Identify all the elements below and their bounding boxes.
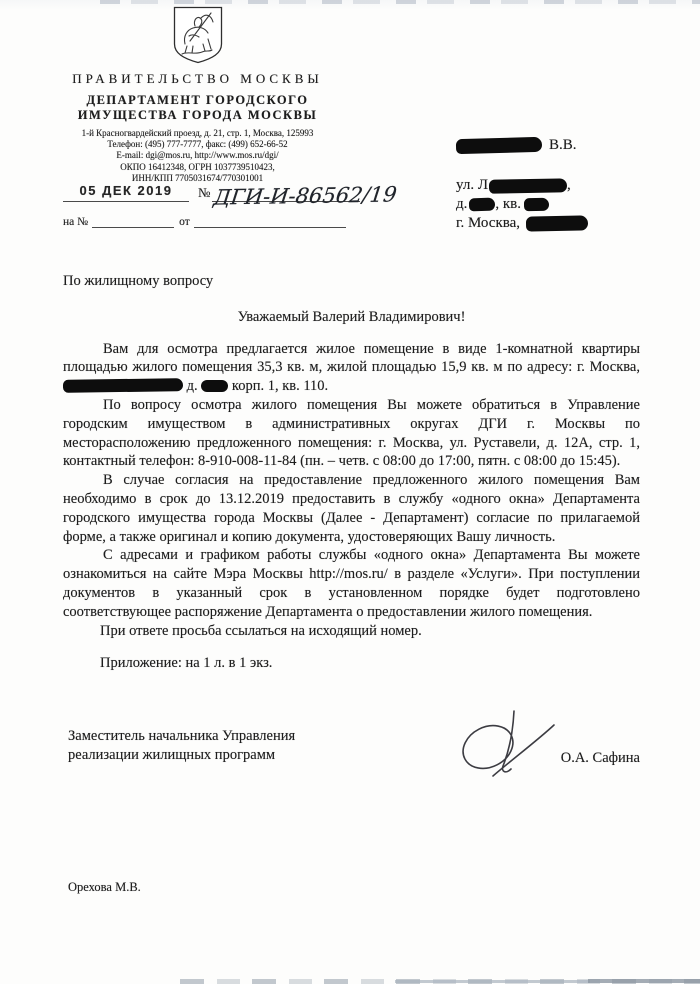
- scan-artifact-bottom-mid: [395, 980, 590, 983]
- date-number-row: [63, 182, 403, 210]
- paragraph-offer-tail: корп. 1, кв. 110.: [231, 378, 329, 395]
- department-title-line1: ДЕПАРТАМЕНТ ГОРОДСКОГО: [86, 93, 309, 107]
- redaction-bar: [524, 198, 549, 211]
- recipient-initials: В.В.: [549, 137, 577, 153]
- recipient-street-comma: ,: [567, 177, 571, 193]
- subject-line: По жилищному вопросу: [63, 273, 214, 289]
- letter-body: [63, 272, 640, 673]
- recipient-city-line: [456, 214, 588, 233]
- letterhead-phone: Телефон: (495) 777-7777, факс: (499) 652-66-52: [107, 139, 288, 150]
- recipient-block: [456, 136, 588, 233]
- from-label: от: [179, 216, 190, 228]
- paragraph-offer-text: Вам для осмотра предлагается жилое помещение в виде 1-комнатной квартиры площадью жилого помещения 35,3 кв. м, жилой площадью 15,9 кв. м по адресу: г. Москва,: [63, 340, 640, 376]
- letterhead-contacts: [45, 128, 350, 184]
- department-title: [45, 93, 350, 123]
- letterhead-address: 1-й Красногвардейский проезд, д. 21, стр. 1, Москва, 125993: [81, 128, 314, 138]
- reply-date-blank: [194, 213, 346, 228]
- outgoing-number-handwritten: ДГИ-И-86562/19: [212, 182, 399, 210]
- paragraph-inspection: По вопросу осмотра жилого помещения Вы можете обратиться в Управление городским имуществом в административных округах ДГИ г. Москвы по месторасположению предложенного помещения: г. Москва, ул. Руставели, д. 12А, стр. 1, контактный телефон: 8-910-008-11-84 (пн. – четв. с 08:00 до 17:00, пятн. с 08:00 до 15:45).: [63, 396, 640, 470]
- department-title-line2: ИМУЩЕСТВА ГОРОДА МОСКВЫ: [77, 108, 318, 122]
- outgoing-number-field: [212, 182, 399, 210]
- signer-position-line1: Заместитель начальника Управления: [68, 728, 296, 744]
- recipient-city: г. Москва,: [456, 215, 521, 231]
- redaction-bar: [456, 137, 542, 154]
- moscow-coat-of-arms-icon: [173, 6, 223, 64]
- date-stamp-field: [63, 183, 189, 202]
- letterhead: [45, 6, 350, 184]
- letterhead-okpo-ogrn: ОКПО 16412348, ОГРН 1037739510423,: [120, 161, 275, 172]
- scan-artifact-bottom-right: [588, 979, 700, 983]
- signer-name: О.А. Сафина: [560, 750, 640, 766]
- paragraph-website: С адресами и графиком работы службы «одного окна» Департамента Вы можете ознакомиться на сайте Мэра Москвы http://mos.ru/ в разделе «Услуги». При поступлении документов в указанный срок в установленном порядке будет подготовлено соответствующее распоряжение Департамента о предоставлении жилого помещения.: [63, 547, 640, 620]
- redaction-bar: [489, 178, 567, 193]
- letterhead-email: E-mail: dgi@mos.ru, http://www.mos.ru/dgi/: [116, 150, 279, 161]
- reference-block: [63, 183, 403, 228]
- recipient-name-line: [456, 136, 588, 155]
- date-stamp: 05 ДЕК 2019: [79, 183, 173, 198]
- recipient-street-prefix: ул. Л: [456, 177, 488, 193]
- handwritten-signature: [446, 703, 566, 788]
- executor-name: Орехова М.В.: [68, 880, 141, 894]
- recipient-street-line: [456, 176, 588, 195]
- redaction-bar: [201, 380, 228, 392]
- redaction-bar: [469, 198, 495, 212]
- recipient-house-label: д.: [456, 196, 468, 212]
- attachment-line: Приложение: на 1 л. в 1 экз.: [100, 655, 273, 672]
- letterhead-inn-kpp: ИНН/КПП 7705031674/770301001: [131, 172, 264, 183]
- paragraph-reply-note: При ответе просьба ссылаться на исходящий номер.: [100, 622, 422, 639]
- reply-number-blank: [92, 213, 174, 228]
- paragraph-offer: [63, 340, 640, 396]
- number-sign: №: [198, 185, 211, 200]
- recipient-house-line: [456, 195, 588, 214]
- government-title: ПРАВИТЕЛЬСТВО МОСКВЫ: [72, 71, 323, 86]
- redaction-bar: [526, 215, 588, 231]
- reply-to-label: на №: [63, 216, 89, 228]
- signer-position-line2: реализации жилищных программ: [68, 747, 276, 763]
- paragraph-offer-house-label: д.: [186, 378, 198, 395]
- redaction-bar: [63, 378, 183, 393]
- reply-reference-row: [63, 213, 403, 228]
- paragraph-consent: В случае согласия на предоставление предложенного жилого помещения Вам необходимо в срок до 13.12.2019 предоставить в службу «одного окна» Департамента городского имущества города Москвы (Далее - Департамент) согласие по прилагаемой форме, а также оригинал и копию документа, удостоверяющих Вашу личность.: [63, 472, 640, 545]
- salutation: Уважаемый Валерий Владимирович!: [237, 308, 466, 325]
- signature-block: [63, 727, 640, 765]
- recipient-flat-label: , кв.: [495, 196, 522, 212]
- scan-artifact-top: [100, 0, 700, 4]
